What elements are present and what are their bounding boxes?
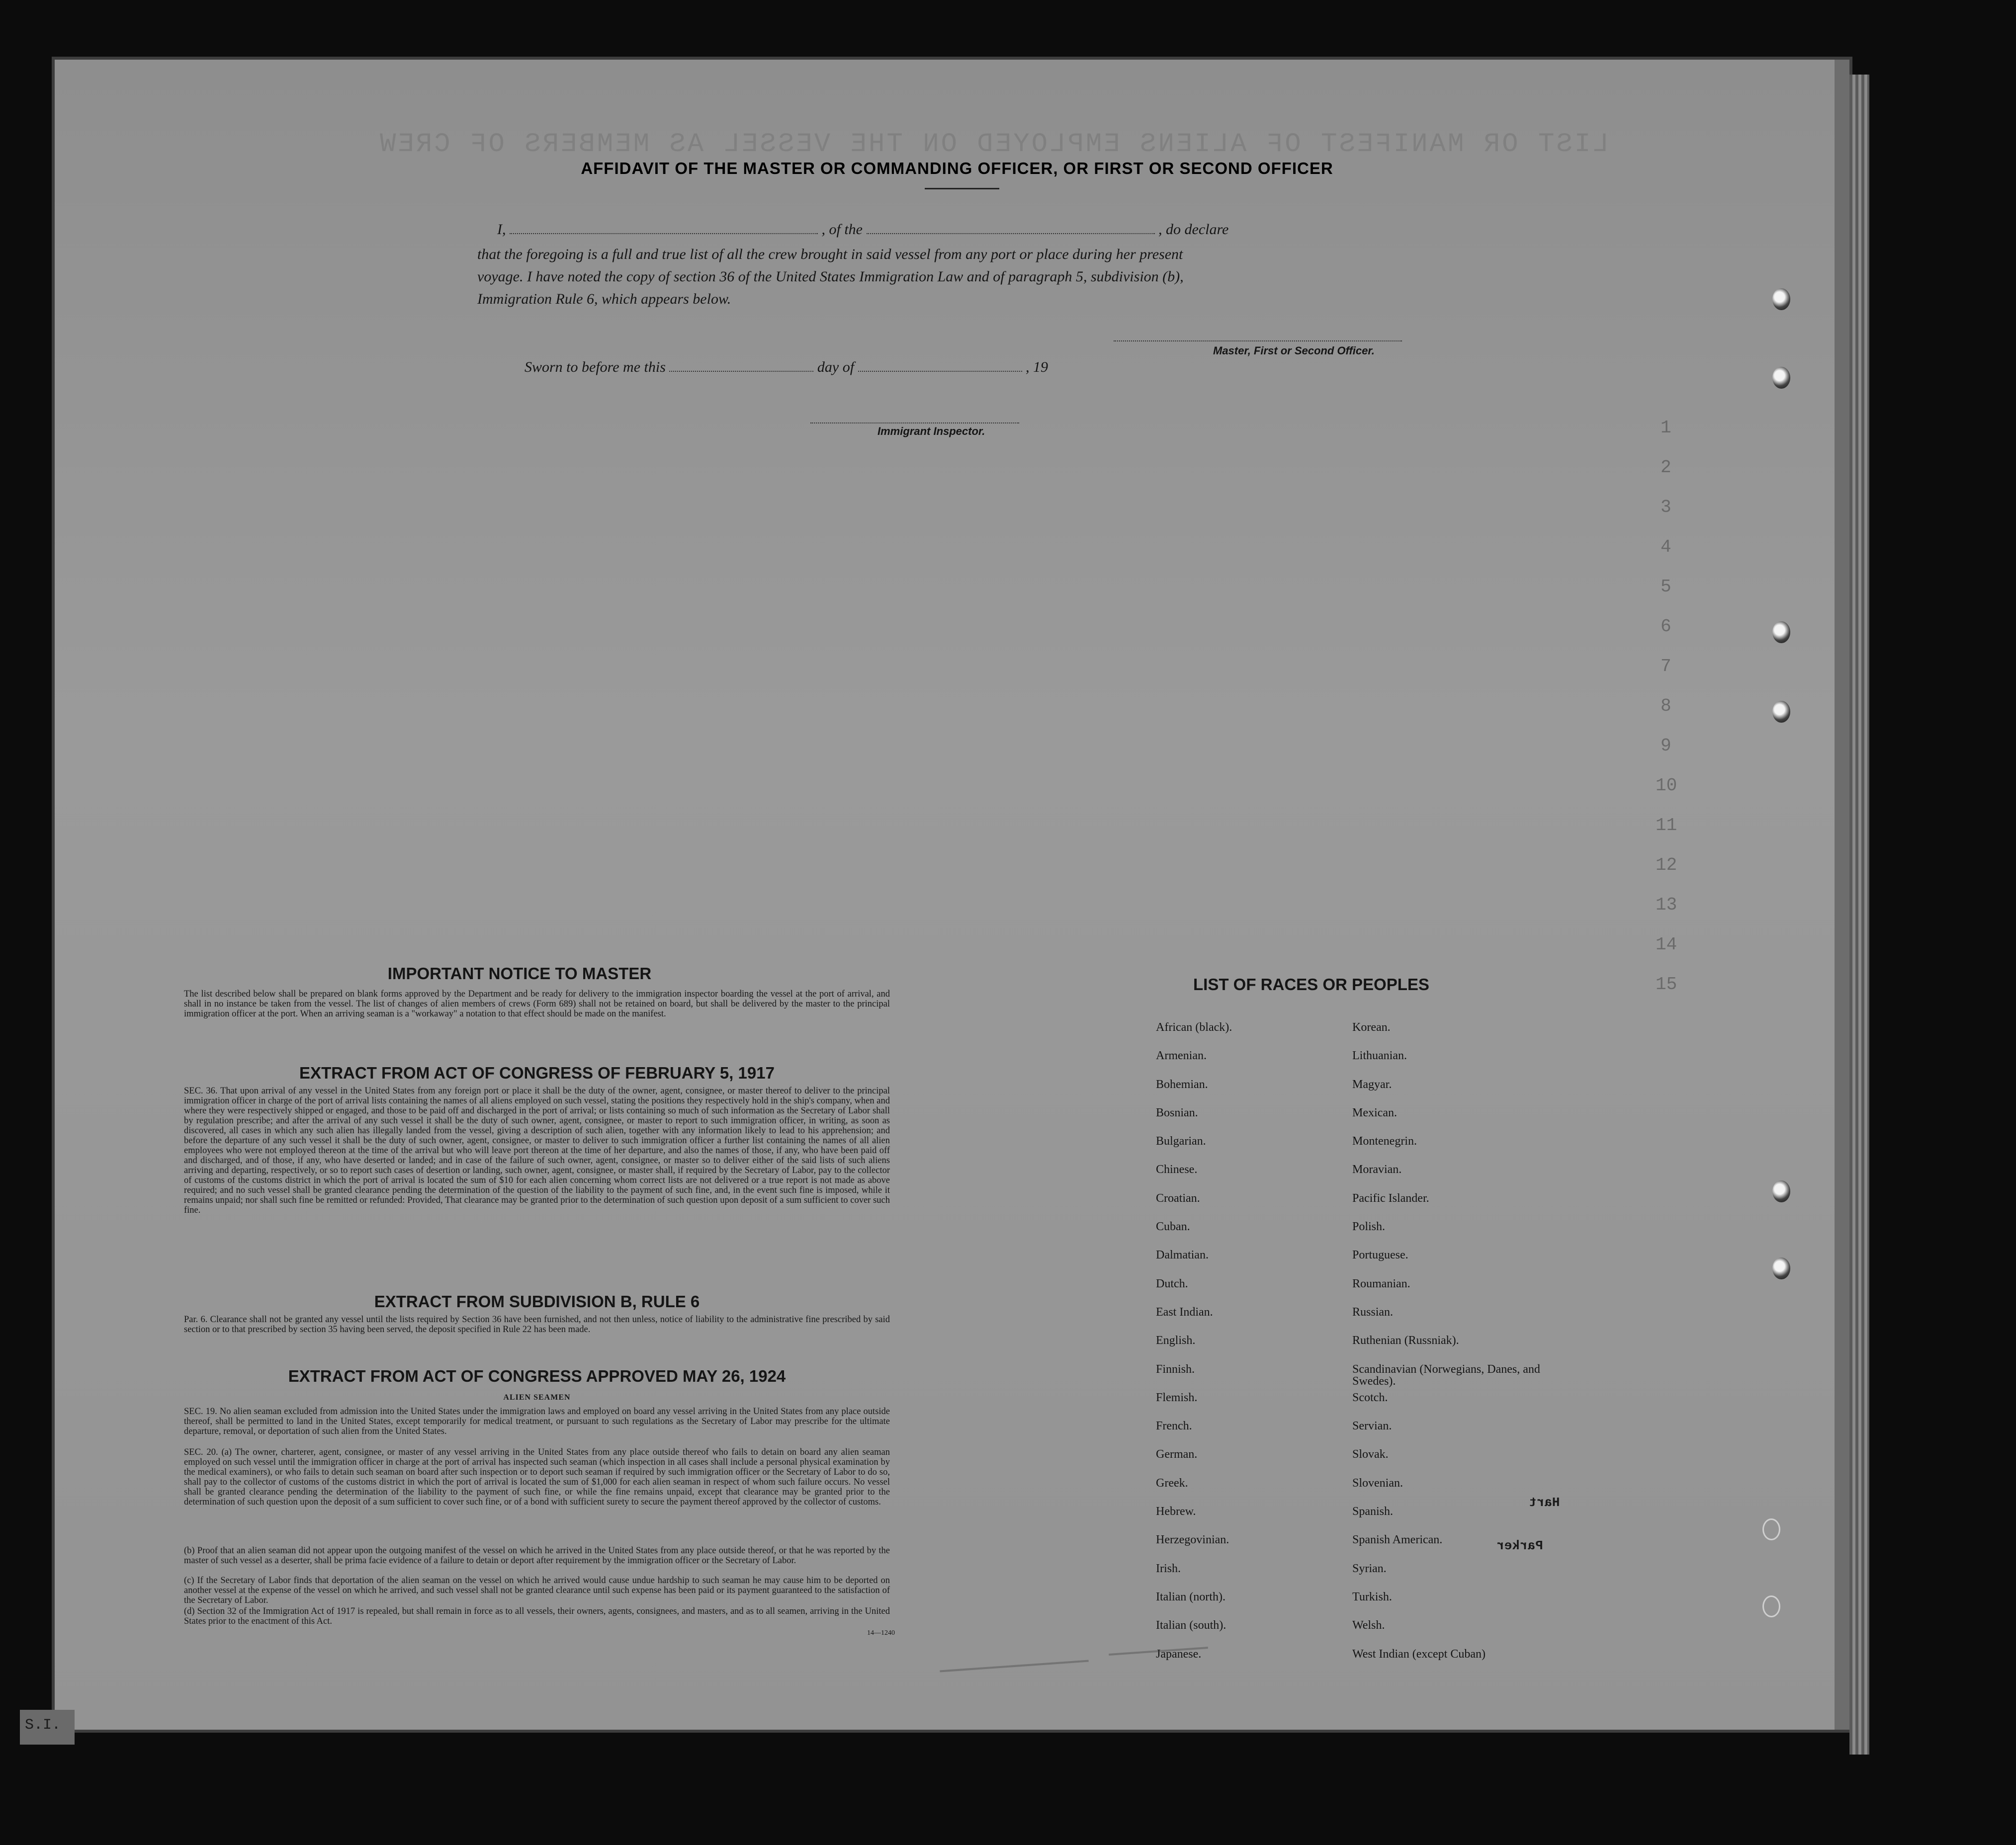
race-entry: English. xyxy=(1156,1334,1196,1347)
race-entry: Magyar. xyxy=(1352,1078,1392,1091)
race-entry: Irish. xyxy=(1156,1562,1181,1575)
race-entry: Slovenian. xyxy=(1352,1476,1403,1490)
extract-rule6-title: EXTRACT FROM SUBDIVISION B, RULE 6 xyxy=(374,1292,700,1311)
race-entry: Italian (north). xyxy=(1156,1590,1226,1603)
race-entry: Scotch. xyxy=(1352,1391,1388,1404)
race-entry: Finnish. xyxy=(1156,1362,1195,1376)
vessel-name-field xyxy=(867,233,1155,234)
race-entry: Hebrew. xyxy=(1156,1505,1196,1518)
sworn-day-field xyxy=(669,371,813,372)
race-entry: Dutch. xyxy=(1156,1277,1188,1290)
race-entry: German. xyxy=(1156,1448,1198,1461)
stacked-page-edges xyxy=(1849,75,1869,1755)
form-number: 14—1240 xyxy=(867,1629,895,1637)
master-signature-label: Master, First or Second Officer. xyxy=(1213,344,1375,357)
sec20b-text: (b) Proof that an alien seaman did not appear upon the outgoing manifest of the vessel on which he arrived in the United States from any place outside thereof, or that he was reported by the master of such vessel as a deserter, shall be prima facie evidence of a failure to detain or deport after requirement by the immigration officer or the Secretary of Labor. xyxy=(184,1546,890,1566)
race-entry: Welsh. xyxy=(1352,1619,1385,1632)
sworn-month-field xyxy=(858,371,1022,372)
extract-rule6-text: Par. 6. Clearance shall not be granted any vessel until the lists required by Section 36 have been furnished, and not then unless, notice of liability to the administrative fine prescribed by said section or to that prescribed by section 35 having been served, the deposit specified in Rule 22 has been made. xyxy=(184,1315,890,1335)
affidavit-title: AFFIDAVIT OF THE MASTER OR COMMANDING OFFICER, OR FIRST OR SECOND OFFICER xyxy=(581,159,1333,177)
affidavit-line-2: that the foregoing is a full and true list of all the crew brought in said vessel from any port or place during her present xyxy=(477,246,1183,262)
punch-hole xyxy=(1762,1595,1780,1617)
race-entry: Dalmatian. xyxy=(1156,1249,1209,1262)
race-entry: Servian. xyxy=(1352,1420,1392,1433)
race-entry: Russian. xyxy=(1352,1305,1394,1319)
race-entry: West Indian (except Cuban) xyxy=(1352,1647,1486,1661)
punch-hole xyxy=(1772,1180,1790,1202)
bleed-through-header: LIST OR MANIFEST OF ALIENS EMPLOYED ON THE VESSEL AS MEMBERS OF CREW xyxy=(378,129,1609,160)
punch-hole xyxy=(1772,367,1790,389)
sworn-day-of: day of xyxy=(817,359,855,375)
master-signature-line xyxy=(1114,340,1402,341)
inspector-signature-line xyxy=(810,422,1019,423)
alien-seamen-subtitle: ALIEN SEAMEN xyxy=(503,1393,571,1402)
affidavit-line-3: voyage. I have noted the copy of section 36 of the United States Immigration Law and of paragraph 5, subdivision (b), xyxy=(477,268,1184,285)
race-entry: Polish. xyxy=(1352,1220,1386,1234)
sec20c-text: (c) If the Secretary of Labor finds that deportation of the alien seaman on the vessel on which he arrived would cause undue hardship to such seaman he may cause him to be deported on another vessel at the expense of the vessel on which he arrived, and such vessel shall not be granted clearance until such expense has been paid or its payment guaranteed to the satisfaction of the Secretary of Labor. xyxy=(184,1576,890,1605)
race-entry: Spanish. xyxy=(1352,1505,1394,1518)
affidavit-line-1 xyxy=(497,221,1228,238)
stamp-parker: Parker xyxy=(1496,1538,1543,1553)
races-column-2 xyxy=(1352,1021,1561,1677)
race-entry: Cuban. xyxy=(1156,1220,1190,1234)
race-entry: Montenegrin. xyxy=(1352,1135,1417,1148)
declare-text: , do declare xyxy=(1158,221,1229,238)
of-the-text: , of the xyxy=(821,221,863,238)
notice-title: IMPORTANT NOTICE TO MASTER xyxy=(387,964,652,983)
race-entry: Scandinavian (Norwegians, Danes, and Swedes). xyxy=(1352,1362,1540,1388)
race-entry: Croatian. xyxy=(1156,1191,1200,1205)
races-column-1 xyxy=(1156,1021,1330,1677)
sec20a-text: SEC. 20. (a) The owner, charterer, agent, consignee, or master of any vessel arriving in the United States from any place outside thereof who fails to detain on board any alien seaman employed on such vessel until the immigration officer in charge at the port of arrival has inspected such seaman (which inspection in all cases shall include a personal physical examination by the medical examiners), or who fails to detain such seaman on board after such inspection or to deport such seaman if required by such immigration officer or the Secretary of Labor to do so, shall pay to the collector of customs of the customs district in which the port of arrival is located the sum of $1,000 for each alien seaman in respect of whom such failure occurs. No vessel shall be granted clearance pending the determination of the liability to the payment of such fine, or while the fine remains unpaid, except that clearance may be granted prior to the determination of such question upon the deposit of a sum sufficient to cover such fine, or of a bond with sufficient surety to secure the payment thereof approved by the collector of customs. xyxy=(184,1447,890,1507)
race-entry: Spanish American. xyxy=(1352,1533,1443,1547)
race-entry: Armenian. xyxy=(1156,1049,1207,1063)
races-title: LIST OF RACES OR PEOPLES xyxy=(1193,975,1429,994)
race-entry: East Indian. xyxy=(1156,1305,1213,1319)
race-entry: Japanese. xyxy=(1156,1647,1202,1661)
race-entry: Bulgarian. xyxy=(1156,1135,1206,1148)
punch-hole xyxy=(1772,288,1790,310)
race-entry: Herzegovinian. xyxy=(1156,1533,1229,1547)
extract-1917-title: EXTRACT FROM ACT OF CONGRESS OF FEBRUARY 5, 1917 xyxy=(299,1064,775,1082)
punch-hole xyxy=(1762,1518,1780,1540)
race-entry: Ruthenian (Russniak). xyxy=(1352,1334,1459,1347)
race-entry: Syrian. xyxy=(1352,1562,1387,1575)
sec20d-text: (d) Section 32 of the Immigration Act of 1917 is repealed, but shall remain in force as to all vessels, their owners, agents, consignees, and masters, and as to all seamen, arriving in the United States prior to the enactment of this Act. xyxy=(184,1606,890,1626)
race-entry: Bosnian. xyxy=(1156,1106,1198,1119)
affidavit-line-4: Immigration Rule 6, which appears below. xyxy=(477,291,731,307)
title-rule xyxy=(925,188,999,189)
punch-hole xyxy=(1772,621,1790,643)
inspector-signature-label: Immigrant Inspector. xyxy=(877,425,985,437)
extract-1924-title: EXTRACT FROM ACT OF CONGRESS APPROVED MAY 26, 1924 xyxy=(288,1367,786,1385)
race-entry: Mexican. xyxy=(1352,1106,1397,1119)
sec19-text: SEC. 19. No alien seaman excluded from admission into the United States under the immigration laws and employed on board any vessel arriving in the United States from any place outside thereof, shall be permitted to land in the United States, except temporarily for medical treatment, or pursuant to such regulations as the Secretary of Labor may prescribe for the ultimate departure, removal, or deportation of such alien from the United States. xyxy=(184,1407,890,1436)
declarant-name-field xyxy=(510,233,818,234)
race-entry: Portuguese. xyxy=(1352,1249,1408,1262)
race-entry: African (black). xyxy=(1156,1021,1232,1034)
extract-1917-text: SEC. 36. That upon arrival of any vessel in the United States from any foreign port or place it shall be the duty of the owner, agent, consignee, or master thereof to deliver to the principal immigration officer in charge of the port of arrival lists containing the names of all aliens employed on such vessel, stating the positions they respectively hold in the ship's company, when and where they were respectively shipped or engaged, and those to be paid off and discharged in the port of arrival; or lists containing so much of such information as the Secretary of Labor shall by regulation prescribe; and after the arrival of any such vessel it shall be the duty of such owner, agent, consignee, or master to report to such immigration officer, in writing, as soon as discovered, all cases in which any such alien has illegally landed from the vessel, giving a description of such alien, together with any information likely to lead to his apprehension; and before the departure of any such vessel it shall be the duty of such owner, agent, consignee, or master to deliver to such immigration officer a further list containing the names of all alien employees who were not employed thereon at the time of the arrival but who will leave port thereon at the time of her departure, and also the names of those, if any, who have been paid off and discharged, and of those, if any, who have deserted or landed; and in case of the failure of such owner, agent, consignee, or master so to deliver either of the said lists of such aliens arriving and departing, respectively, or so to report such cases of desertion or landing, such owner, agent, consignee, or master shall, if required by the Secretary of Labor, pay to the collector of customs of the customs district in which the port of arrival is located the sum of $10 for each alien concerning whom correct lists are not delivered or a true report is not made as above required; and no such vessel shall be granted clearance pending the determination of the question of the liability to the payment of such fine, and, in the event such fine is imposed, while it remains unpaid; nor shall such fine be remitted or refunded: Provided, That clearance may be granted prior to the determination of such question upon deposit of a sum sufficient to cover such fine. xyxy=(184,1086,890,1215)
race-entry: Slovak. xyxy=(1352,1448,1389,1461)
punch-hole xyxy=(1772,701,1790,723)
race-entry: Italian (south). xyxy=(1156,1619,1227,1632)
race-entry: Moravian. xyxy=(1352,1163,1402,1176)
race-entry: Pacific Islander. xyxy=(1352,1191,1429,1205)
race-entry: Greek. xyxy=(1156,1476,1188,1490)
race-entry: Roumanian. xyxy=(1352,1277,1410,1290)
declarant-prefix: I, xyxy=(497,221,506,238)
notice-text: The list described below shall be prepared on blank forms approved by the Department and be ready for delivery to the immigration inspector boarding the vessel at the port of arrival, and shall in no instance be taken from the vessel. The list of changes of alien members of crews (Form 689) shall not be retained on board, but shall be delivered by the master to the principal immigration officer at the port. When an arriving seaman is a "workaway" a notation to that effect should be made on the manifest. xyxy=(184,989,890,1019)
race-entry: Lithuanian. xyxy=(1352,1049,1407,1063)
punch-hole xyxy=(1772,1258,1790,1279)
race-entry: Chinese. xyxy=(1156,1163,1198,1176)
race-entry: Korean. xyxy=(1352,1021,1391,1034)
sworn-line xyxy=(525,359,1048,376)
sworn-year: , 19 xyxy=(1026,359,1049,375)
sworn-prefix: Sworn to before me this xyxy=(525,359,666,375)
stamp-hart: Hart xyxy=(1529,1495,1560,1510)
race-entry: Turkish. xyxy=(1352,1590,1392,1603)
page-tab-label: S.I. xyxy=(20,1710,75,1745)
race-entry: Bohemian. xyxy=(1156,1078,1208,1091)
race-entry: Flemish. xyxy=(1156,1391,1198,1404)
race-entry: French. xyxy=(1156,1420,1192,1433)
